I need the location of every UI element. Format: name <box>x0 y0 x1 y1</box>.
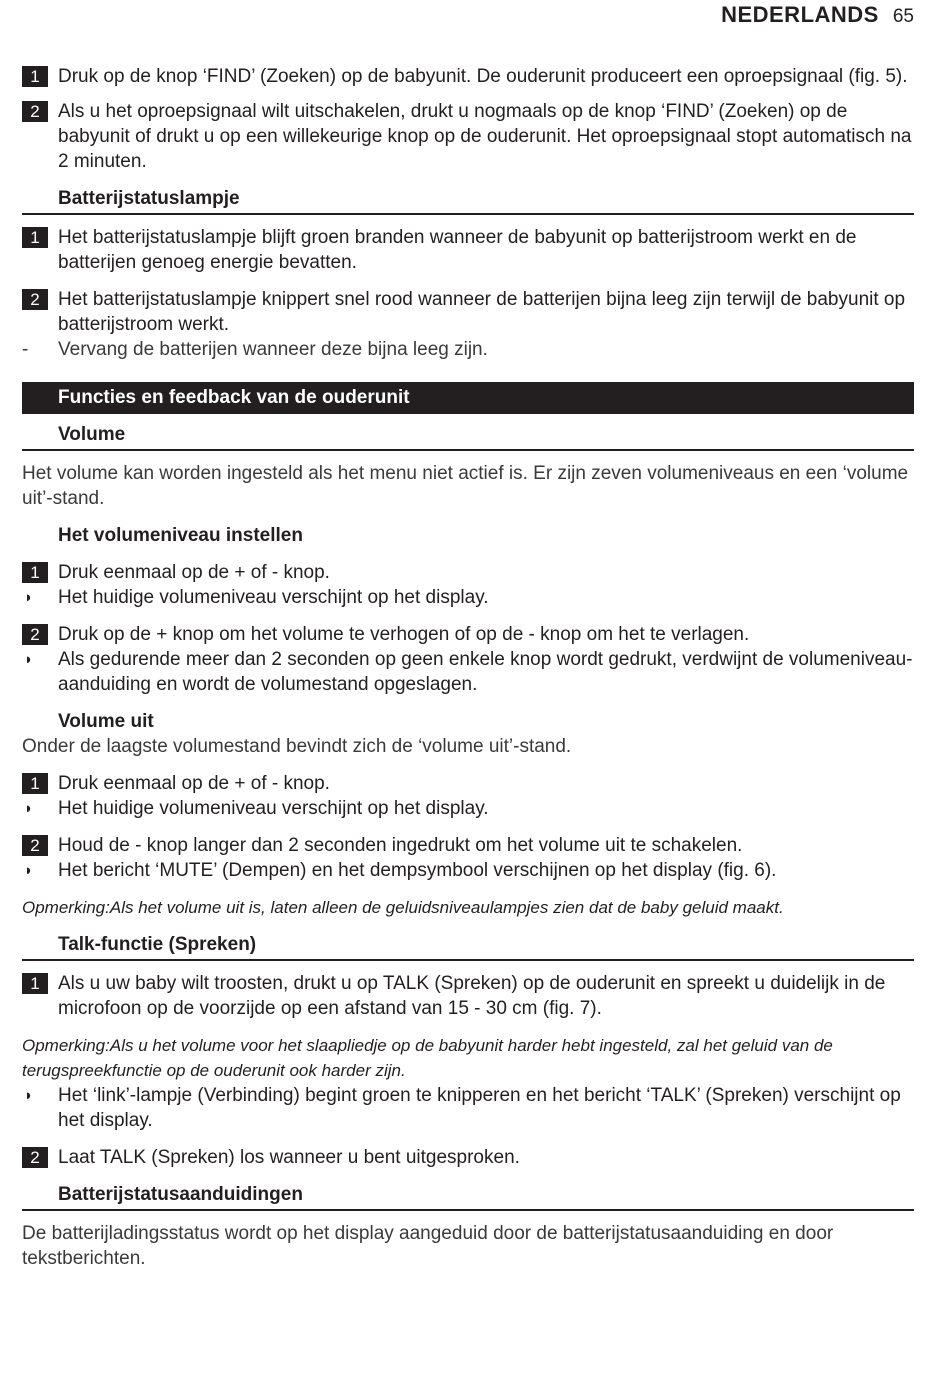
mute-result-1 <box>22 796 914 821</box>
result-text: Het bericht ‘MUTE’ (Dempen) en het dempsymbool verschijnen op het display (fig. 6). <box>58 860 777 881</box>
talk-step-2 <box>22 1145 914 1170</box>
mute-result-2 <box>22 858 914 883</box>
volume-off-paragraph: Onder de laagste volumestand bevindt zich de ‘volume uit’-stand. <box>22 736 572 757</box>
step-text: Het batterijstatuslampje knippert snel rood wanneer de batterijen bijna leeg zijn terwijl de babyunit op batterijstroom werkt. <box>58 289 906 335</box>
result-bullet-icon: ◗ <box>24 800 34 817</box>
section-banner: Functies en feedback van de ouderunit <box>22 382 914 414</box>
note-talk <box>22 1033 914 1083</box>
step-text: Druk op de knop ‘FIND’ (Zoeken) op de babyunit. De ouderunit produceert een oproepsignaal (fig. 5). <box>58 66 908 87</box>
step-2 <box>22 99 914 174</box>
heading-set-volume: Het volumeniveau instellen <box>58 525 303 546</box>
result-text: Als gedurende meer dan 2 seconden op geen enkele knop wordt gedrukt, verdwijnt de volumeniveau-aanduiding en wordt de volumestand opgeslagen. <box>58 649 913 695</box>
step-number: 1 <box>22 66 48 87</box>
note-volume-off <box>22 895 914 920</box>
note-label: Opmerking: <box>22 898 110 917</box>
step-number: 2 <box>22 101 48 122</box>
step-number: 2 <box>22 1147 48 1168</box>
battery-step-2 <box>22 287 914 337</box>
battery-step-1 <box>22 225 914 275</box>
note-label: Opmerking: <box>22 1036 110 1055</box>
result-bullet-icon: ◗ <box>24 651 34 668</box>
step-text: Druk op de + knop om het volume te verhogen of op de - knop om het te verlagen. <box>58 624 750 645</box>
step-text: Het batterijstatuslampje blijft groen branden wanneer de babyunit op batterijstroom werkt en de batterijen genoeg energie bevatten. <box>58 227 857 273</box>
dash-text: Vervang de batterijen wanneer deze bijna leeg zijn. <box>58 339 488 360</box>
result-text: Het ‘link’-lampje (Verbinding) begint groen te knipperen en het bericht ‘TALK’ (Spreken) verschijnt op het display. <box>58 1085 901 1131</box>
step-text: Laat TALK (Spreken) los wanneer u bent uitgesproken. <box>58 1147 520 1168</box>
step-number: 1 <box>22 562 48 583</box>
dash-marker: - <box>22 339 29 360</box>
step-number: 2 <box>22 289 48 310</box>
result-text: Het huidige volumeniveau verschijnt op het display. <box>58 798 489 819</box>
language-title: NEDERLANDS <box>721 2 879 27</box>
talk-step-1 <box>22 971 914 1021</box>
mute-step-2 <box>22 833 914 858</box>
result-bullet-icon: ◗ <box>24 1087 34 1104</box>
battery-indicators-paragraph: De batterijladingsstatus wordt op het display aangeduid door de batterijstatusaanduiding en door tekstberichten. <box>22 1223 834 1269</box>
talk-result-1 <box>22 1083 914 1133</box>
result-text: Het huidige volumeniveau verschijnt op het display. <box>58 587 489 608</box>
step-text: Als u uw baby wilt troosten, drukt u op TALK (Spreken) op de ouderunit en spreekt u duidelijk in de microfoon op de voorzijde op een afstand van 15 - 30 cm (fig. 7). <box>58 973 886 1019</box>
step-text: Als u het oproepsignaal wilt uitschakelen, drukt u nogmaals op de knop ‘FIND’ (Zoeken) op de babyunit of drukt u op een willekeurige knop op de ouderunit. Het oproepsignaal stopt automatisch na 2 minuten. <box>58 101 912 172</box>
step-number: 2 <box>22 624 48 645</box>
note-text: Als u het volume voor het slaapliedje op de babyunit harder hebt ingesteld, zal het geluid van de terugspreekfunctie op de ouderunit ook harder zijn. <box>22 1036 833 1080</box>
step-number: 2 <box>22 835 48 856</box>
heading-battery-indicators: Batterijstatusaanduidingen <box>22 1182 914 1211</box>
heading-battery-status-lamp: Batterijstatuslampje <box>22 186 914 215</box>
step-text: Druk eenmaal op de + of - knop. <box>58 773 330 794</box>
volume-result-1 <box>22 585 914 610</box>
heading-volume: Volume <box>22 422 914 451</box>
step-text: Houd de - knop langer dan 2 seconden ingedrukt om het volume uit te schakelen. <box>58 835 743 856</box>
mute-step-1 <box>22 771 914 796</box>
volume-step-2 <box>22 622 914 647</box>
dash-item <box>22 337 914 362</box>
step-text: Druk eenmaal op de + of - knop. <box>58 562 330 583</box>
result-bullet-icon: ◗ <box>24 862 34 879</box>
heading-volume-off: Volume uit <box>58 711 154 732</box>
result-bullet-icon: ◗ <box>24 589 34 606</box>
volume-result-2 <box>22 647 914 697</box>
step-1 <box>22 64 914 89</box>
page-content <box>22 64 914 1271</box>
step-number: 1 <box>22 973 48 994</box>
heading-talk: Talk-functie (Spreken) <box>22 932 914 961</box>
step-number: 1 <box>22 773 48 794</box>
volume-paragraph: Het volume kan worden ingesteld als het menu niet actief is. Er zijn zeven volumeniveaus en een ‘volume uit’-stand. <box>22 463 909 509</box>
volume-step-1 <box>22 560 914 585</box>
page-header <box>721 2 914 30</box>
page-number: 65 <box>892 6 914 27</box>
note-text: Als het volume uit is, laten alleen de geluidsniveaulampjes zien dat de baby geluid maakt. <box>109 898 784 917</box>
step-number: 1 <box>22 227 48 248</box>
